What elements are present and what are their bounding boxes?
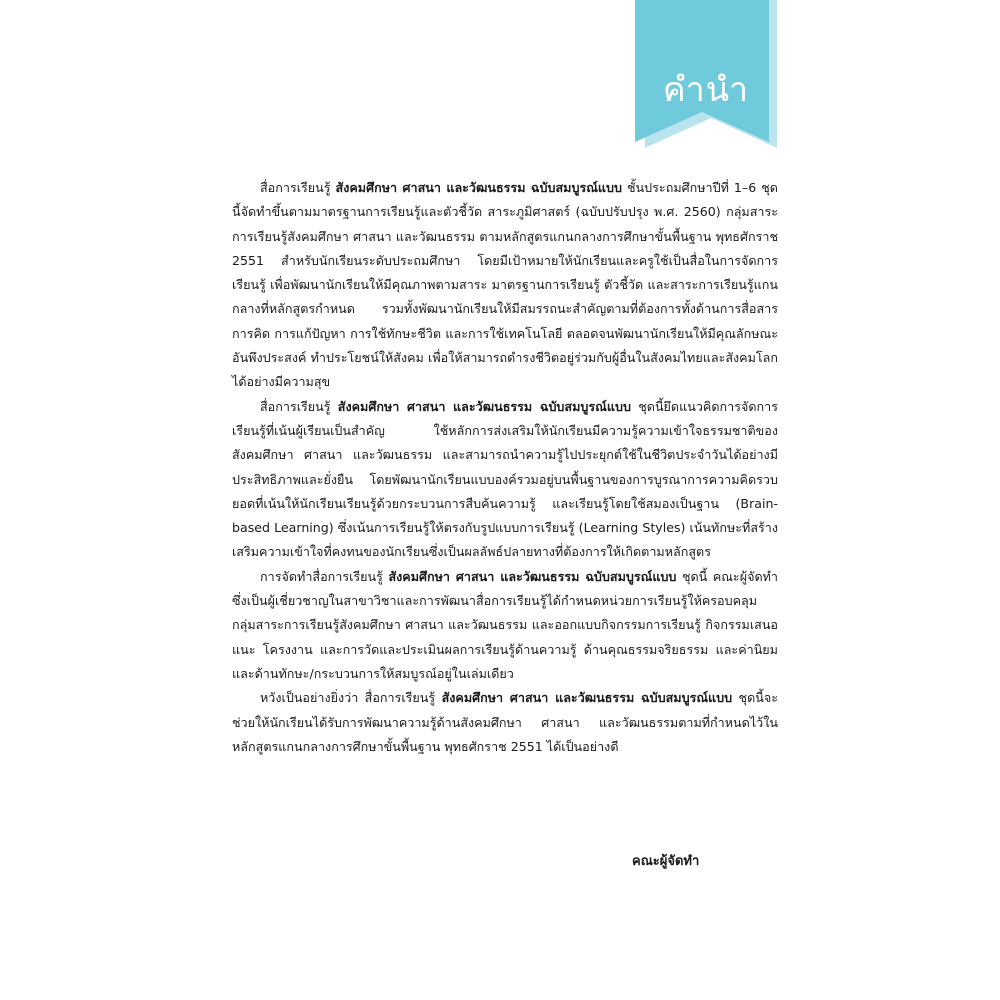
paragraph-1 xyxy=(232,176,778,395)
paragraph-lead: สื่อการเรียนรู้ xyxy=(260,180,336,195)
paragraph-2 xyxy=(232,395,778,565)
paragraph-lead: หวังเป็นอย่างยิ่งว่า สื่อการเรียนรู้ xyxy=(260,690,442,706)
paragraph-3 xyxy=(232,565,778,686)
paragraph-text: ชุดนี้ คณะผู้จัดทำซึ่งเป็นผู้เชี่ยวชาญในสาขาวิชาและการพัฒนาสื่อการเรียนรู้ได้กำหนดหน่วยการเรียนรู้ให้ครอบคลุมกลุ่มสาระการเรียนรู้สังคมศึกษา ศาสนา และวัฒนธรรม และออกแบบกิจกรรมการเรียนรู้ กิจกรรมเสนอแนะ โครงงาน และการวัดและประเมินผลการเรียนรู้ด้านความรู้ ด้านคุณธรรมจริยธรรม และค่านิยม และด้านทักษะ/กระบวนการให้สมบูรณ์อยู่ในเล่มเดียว xyxy=(232,568,778,681)
paragraph-lead: สื่อการเรียนรู้ xyxy=(260,398,338,414)
paragraph-lead: การจัดทำสื่อการเรียนรู้ xyxy=(260,568,389,584)
title-banner xyxy=(635,0,777,148)
book-title-emphasis: สังคมศึกษา ศาสนา และวัฒนธรรม ฉบับสมบูรณ์แบบ xyxy=(337,398,631,414)
book-title-emphasis: สังคมศึกษา ศาสนา และวัฒนธรรม ฉบับสมบูรณ์แบบ xyxy=(388,568,677,584)
paragraph-4 xyxy=(232,686,778,759)
author-signature: คณะผู้จัดทำ xyxy=(632,854,700,869)
paragraph-text: ชุดนี้จะช่วยให้นักเรียนได้รับการพัฒนาความรู้ด้านสังคมศึกษา ศาสนา และวัฒนธรรมตามที่กำหนดไว้ในหลักสูตรแกนกลางการศึกษาขั้นพื้นฐาน พุทธศักราช 2551 ได้เป็นอย่างดี xyxy=(232,690,779,754)
book-title-emphasis: สังคมศึกษา ศาสนา และวัฒนธรรม ฉบับสมบูรณ์แบบ xyxy=(335,180,622,195)
paragraph-text: ชั้นประถมศึกษาปีที่ 1–6 ชุดนี้จัดทำขึ้นตามมาตรฐานการเรียนรู้และตัวชี้วัด สาระภูมิศาสตร์ (ฉบับปรับปรุง พ.ศ. 2560) กลุ่มสาระการเรียนรู้สังคมศึกษา ศาสนา และวัฒนธรรม ตามหลักสูตรแกนกลางการศึกษาขั้นพื้นฐาน พุทธศักราช 2551 สำหรับนักเรียนระดับประถมศึกษา โดยมีเป้าหมายให้นักเรียนและครูใช้เป็นสื่อในการจัดการเรียนรู้ เพื่อพัฒนานักเรียนให้มีคุณภาพตามสาระ มาตรฐานการเรียนรู้ ตัวชี้วัด และสาระการเรียนรู้แกนกลางที่หลักสูตรกำหนด รวมทั้งพัฒนานักเรียนให้มีสมรรถนะสำคัญตามที่ต้องการทั้งด้านการสื่อสาร การคิด การแก้ปัญหา การใช้ทักษะชีวิต และการใช้เทคโนโลยี ตลอดจนพัฒนานักเรียนให้มีคุณลักษณะอันพึงประสงค์ ทำประโยชน์ให้สังคม เพื่อให้สามารถดำรงชีวิตอยู่ร่วมกับผู้อื่นในสังคมไทยและสังคมโลกได้อย่างมีความสุข xyxy=(232,180,778,390)
book-title-emphasis: สังคมศึกษา ศาสนา และวัฒนธรรม ฉบับสมบูรณ์แบบ xyxy=(441,690,733,706)
paragraph-text: ชุดนี้ยึดแนวคิดการจัดการเรียนรู้ที่เน้นผู้เรียนเป็นสำคัญ ใช้หลักการส่งเสริมให้นักเรียนมีความรู้ความเข้าใจธรรมชาติของสังคมศึกษา ศาสนา และวัฒนธรรม และสามารถนำความรู้ไปประยุกต์ใช้ในชีวิตประจำวันได้อย่างมีประสิทธิภาพและยั่งยืน โดยพัฒนานักเรียนแบบองค์รวมอยู่บนพื้นฐานของการบูรณาการความคิดรวบยอดที่เน้นให้นักเรียนเรียนรู้ด้วยกระบวนการสืบค้นความรู้ และเรียนรู้โดยใช้สมองเป็นฐาน (Brain-based Learning) ซึ่งเน้นการเรียนรู้ให้ตรงกับรูปแบบการเรียนรู้ (Learning Styles) เน้นทักษะที่สร้างเสริมความเข้าใจที่คงทนของนักเรียนซึ่งเป็นผลลัพธ์ปลายทางที่ต้องการให้เกิดตามหลักสูตร xyxy=(232,398,778,560)
preface-body xyxy=(232,176,778,759)
page-title: คำนำ xyxy=(662,70,750,110)
